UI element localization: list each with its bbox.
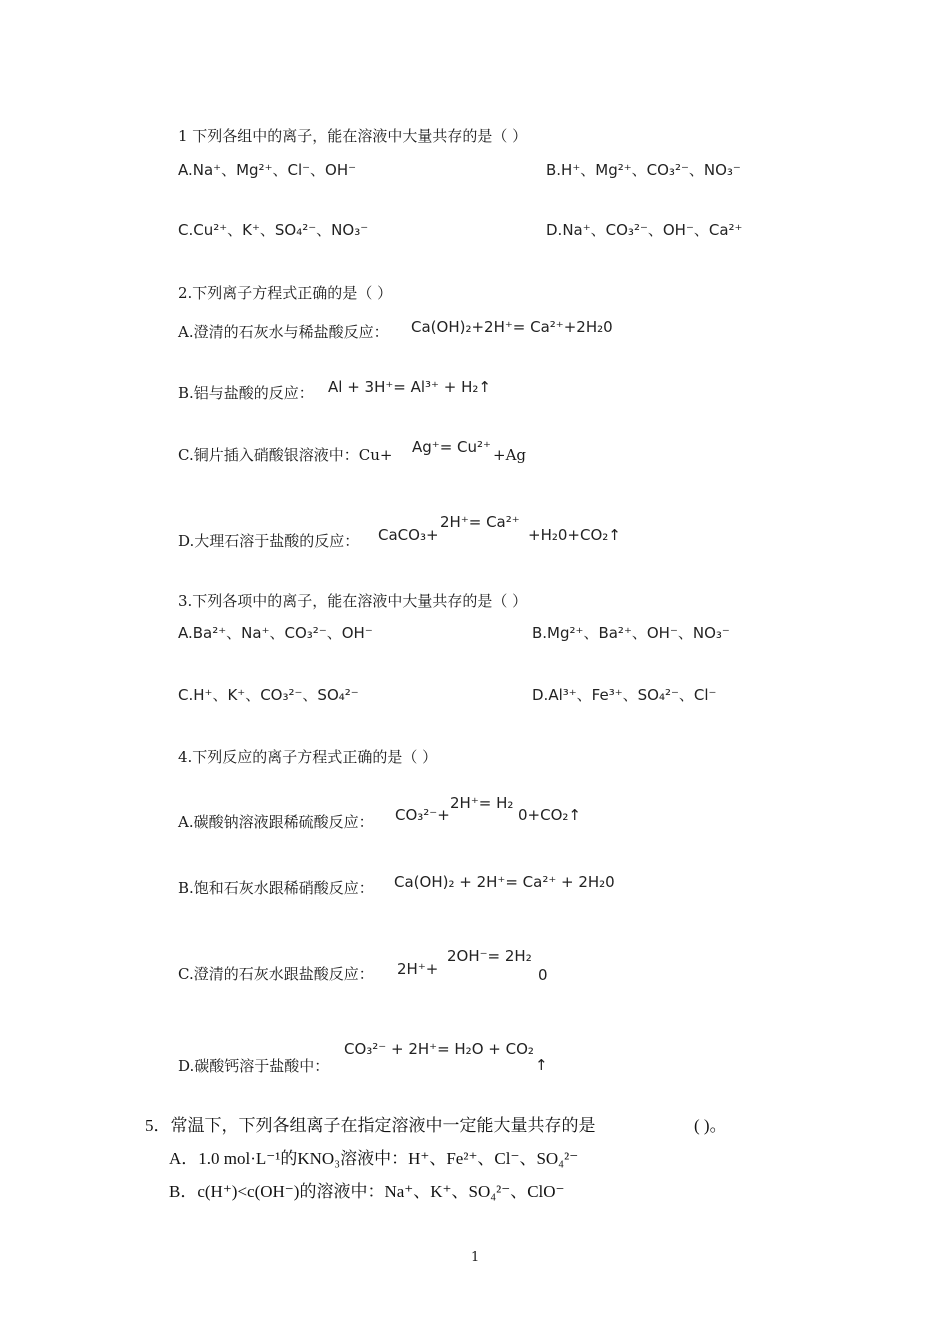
q2-option-c-equation-raised: Ag⁺= Cu²⁺ [412, 438, 491, 456]
q1-option-c: C.Cu²⁺、K⁺、SO₄²⁻、NO₃⁻ [178, 221, 369, 239]
q4-option-b-label: B.饱和石灰水跟稀硝酸反应： [178, 879, 374, 897]
q2-option-d-equation-raised: 2H⁺= Ca²⁺ [440, 513, 520, 531]
q4-option-c-equation-raised: 2OH⁻= 2H₂ [447, 947, 532, 965]
q2-option-d-label: D.大理石溶于盐酸的反应： [178, 532, 360, 550]
q4-option-c-equation-end: 0 [538, 966, 548, 984]
q2-option-a-equation: Ca(OH)₂+2H⁺= Ca²⁺+2H₂0 [411, 318, 613, 336]
q3-option-d: D.Al³⁺、Fe³⁺、SO₄²⁻、Cl⁻ [532, 686, 717, 704]
q1-option-a: A.Na⁺、Mg²⁺、Cl⁻、OH⁻ [178, 161, 357, 179]
q3-option-b: B.Mg²⁺、Ba²⁺、OH⁻、NO₃⁻ [532, 624, 730, 642]
q5-option-b: B．c(H⁺)<c(OH⁻)的溶液中：Na⁺、K⁺、SO₄²⁻、ClO⁻ [169, 1182, 565, 1201]
q2-option-c-label: C.铜片插入硝酸银溶液中：Cu+ [178, 446, 393, 464]
q2-option-d-equation-start: CaCO₃+ [378, 526, 439, 544]
q4-option-a-equation-end: 0+CO₂↑ [518, 806, 581, 824]
q4-option-d-arrow: ↑ [535, 1056, 548, 1074]
q4-option-d-label: D.碳酸钙溶于盐酸中： [178, 1057, 330, 1075]
q4-option-b-equation: Ca(OH)₂ + 2H⁺= Ca²⁺ + 2H₂0 [394, 873, 615, 891]
q5-option-a: A．1.0 mol·L⁻¹的KNO₃溶液中：H⁺、Fe²⁺、Cl⁻、SO₄²⁻ [169, 1149, 579, 1168]
q4-option-a-equation-raised: 2H⁺= H₂ [450, 794, 514, 812]
q4-option-d-equation: CO₃²⁻ + 2H⁺= H₂O + CO₂ [344, 1040, 534, 1058]
q5-stem: 5．常温下，下列各组离子在指定溶液中一定能大量共存的是 [145, 1116, 596, 1135]
q1-option-d: D.Na⁺、CO₃²⁻、OH⁻、Ca²⁺ [546, 221, 743, 239]
q2-option-b-label: B.铝与盐酸的反应： [178, 384, 314, 402]
q4-option-c-equation-start: 2H⁺+ [397, 960, 439, 978]
q4-option-a-equation-start: CO₃²⁻+ [395, 806, 450, 824]
q4-option-a-label: A.碳酸钠溶液跟稀硫酸反应： [178, 813, 374, 831]
q2-option-b-equation: Al + 3H⁺= Al³⁺ + H₂↑ [328, 378, 491, 396]
q2-stem: 2.下列离子方程式正确的是（ ） [178, 284, 393, 302]
q3-option-a: A.Ba²⁺、Na⁺、CO₃²⁻、OH⁻ [178, 624, 373, 642]
q1-option-b: B.H⁺、Mg²⁺、CO₃²⁻、NO₃⁻ [546, 161, 741, 179]
q5-answer-paren: ( )。 [694, 1116, 727, 1135]
q3-option-c: C.H⁺、K⁺、CO₃²⁻、SO₄²⁻ [178, 686, 359, 704]
q1-stem: 1 下列各组中的离子，能在溶液中大量共存的是（ ） [178, 127, 528, 145]
q2-option-a-label: A.澄清的石灰水与稀盐酸反应： [178, 323, 389, 341]
page-number: 1 [471, 1250, 480, 1265]
q2-option-d-equation-end: +H₂0+CO₂↑ [528, 526, 621, 544]
q4-option-c-label: C.澄清的石灰水跟盐酸反应： [178, 965, 374, 983]
q2-option-c-equation-tail: +Ag [493, 446, 527, 464]
q4-stem: 4.下列反应的离子方程式正确的是（ ） [178, 748, 438, 766]
q3-stem: 3.下列各项中的离子，能在溶液中大量共存的是（ ） [178, 592, 528, 610]
